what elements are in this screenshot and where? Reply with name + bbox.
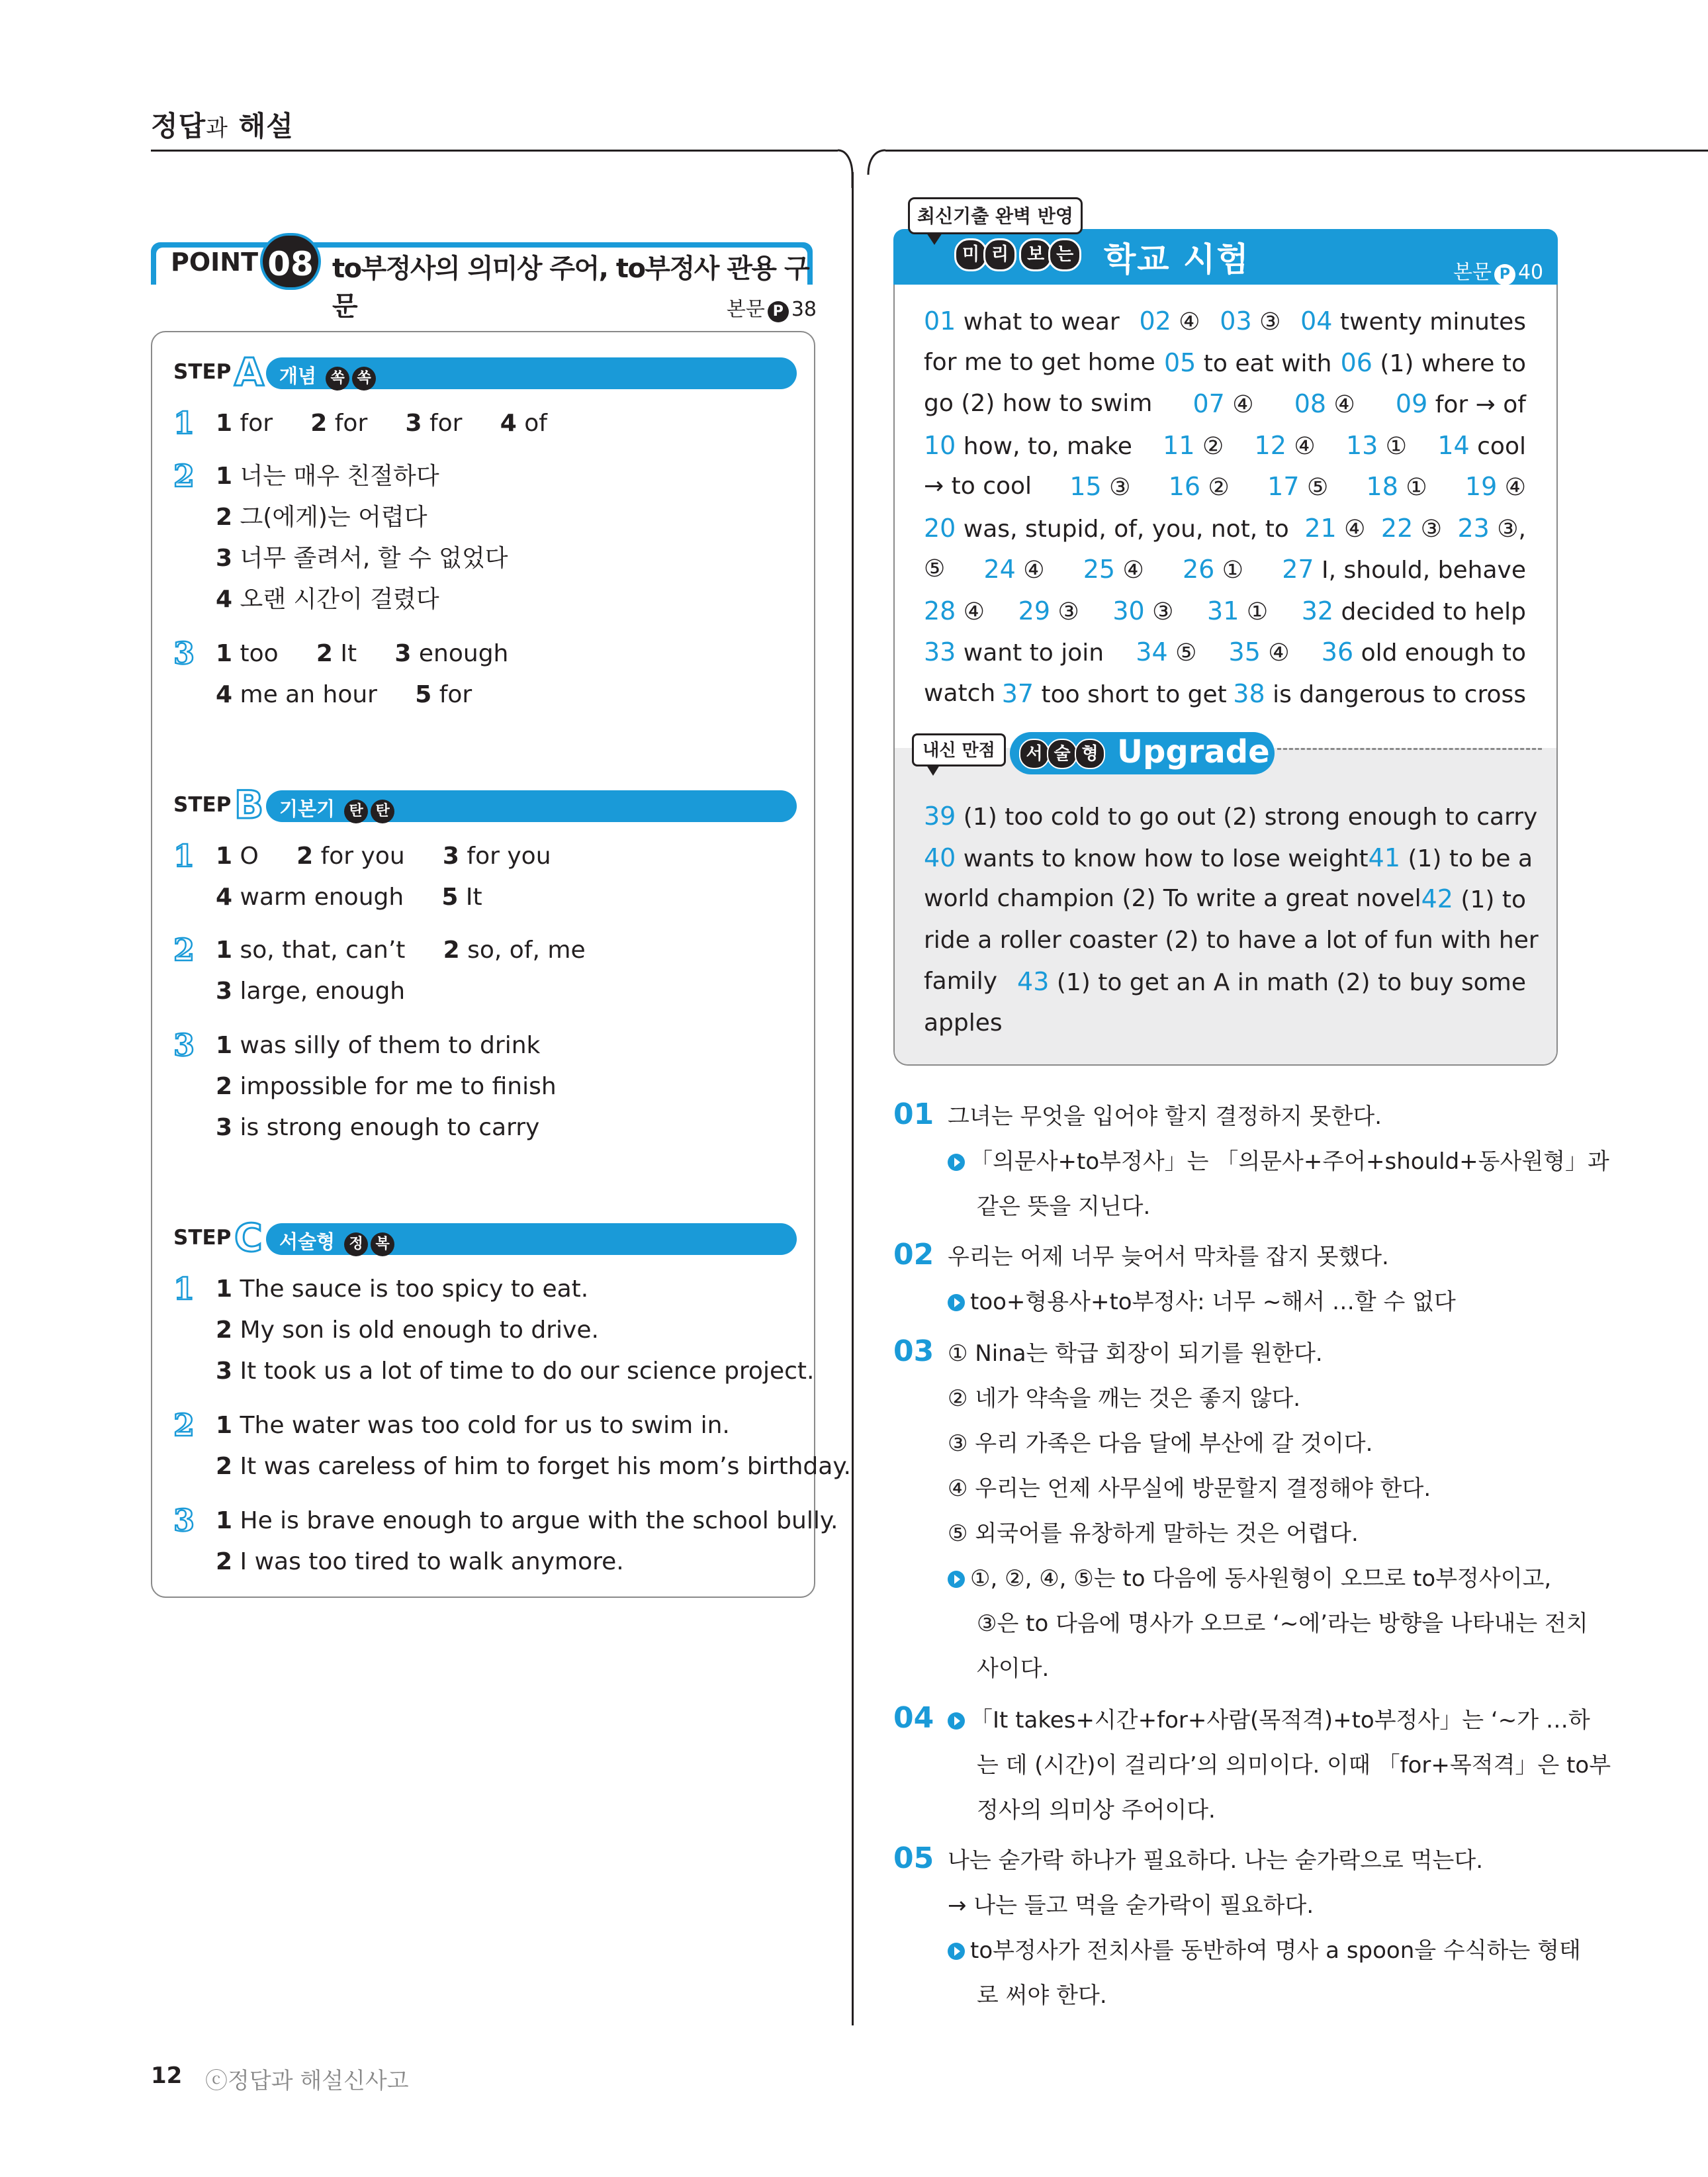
answer-item bbox=[1302, 590, 1526, 633]
answer-number: 02 bbox=[1139, 306, 1171, 336]
page-fold-curve bbox=[821, 148, 887, 188]
answer-text: wants to know how to lose weight bbox=[956, 845, 1369, 872]
answer-number: 23 bbox=[1457, 513, 1490, 543]
point-number-badge: 08 bbox=[260, 233, 321, 290]
answer-item bbox=[1322, 631, 1526, 674]
answer-row bbox=[924, 631, 1526, 674]
answer-number: 05 bbox=[1163, 347, 1196, 377]
answer-text: (1) to bbox=[1453, 886, 1526, 913]
answer-text: twenty minutes bbox=[1332, 308, 1526, 336]
explanation-arrow-icon bbox=[948, 1154, 965, 1171]
answer-row bbox=[924, 466, 1526, 508]
answer-item bbox=[924, 920, 1539, 961]
explanation-arrow-icon bbox=[948, 1712, 965, 1730]
answer-number: 34 bbox=[1136, 637, 1168, 667]
explanation-line: 「It takes+시간+for+사람(목적격)+to부정사」는 ‘~가 …하 bbox=[948, 1698, 1590, 1742]
answer-number: 41 bbox=[1368, 843, 1401, 872]
answer-row bbox=[924, 796, 1538, 838]
answer-line: 3 너무 졸려서, 할 수 없었다 bbox=[216, 545, 508, 572]
answer-number: 33 bbox=[924, 637, 956, 667]
answer-number: 40 bbox=[924, 843, 956, 872]
answer-line: 2 My son is old enough to drive. bbox=[216, 1317, 599, 1344]
answer-line: 2 It was careless of him to forget his mom’s birthday. bbox=[216, 1453, 851, 1480]
question-number: 2 bbox=[173, 932, 195, 968]
answer-item bbox=[983, 549, 1044, 591]
explanation-line: 「의문사+to부정사」는 「의문사+주어+should+동사원형」과 bbox=[948, 1140, 1609, 1183]
answer-text: for me to get home bbox=[924, 348, 1155, 376]
answer-text: ride a roller coaster (2) to have a lot of fun with her bbox=[924, 926, 1539, 954]
answer-item bbox=[1255, 425, 1316, 467]
school-page-reference: 본문 P 40 bbox=[1453, 261, 1544, 284]
answer-line: 2 그(에게)는 어렵다 bbox=[216, 504, 427, 531]
answer-item bbox=[1341, 342, 1526, 385]
answer-item bbox=[1069, 466, 1130, 508]
answer-item bbox=[924, 301, 1120, 343]
explanation-line: ① Nina는 학급 회장이 되기를 원한다. bbox=[948, 1340, 1323, 1367]
answer-item bbox=[924, 837, 1369, 880]
explanation-line: ② 네가 약속을 깨는 것은 좋지 않다. bbox=[948, 1385, 1301, 1412]
answer-text: → to cool bbox=[924, 473, 1032, 500]
explanation-line: 는 데 (시간)이 걸리다’의 의미이다. 이때 「for+목적격」은 to부 bbox=[977, 1752, 1611, 1779]
answer-number: 28 bbox=[924, 596, 956, 625]
answer-item bbox=[1220, 301, 1281, 343]
answer-line: 4 me an hour 5 for bbox=[216, 681, 472, 708]
answer-line: 1 The water was too cold for us to swim in. bbox=[216, 1412, 730, 1439]
answer-row bbox=[924, 590, 1526, 633]
answer-line: 3 is strong enough to carry bbox=[216, 1114, 540, 1141]
answer-number: 16 bbox=[1168, 472, 1201, 501]
header-rule-left bbox=[151, 150, 838, 152]
explanation-number: 04 bbox=[893, 1701, 934, 1735]
answer-text: how, to, make bbox=[956, 432, 1132, 460]
header-rule-right bbox=[885, 150, 1708, 152]
answer-item bbox=[1002, 673, 1227, 716]
step-b-letter: B bbox=[234, 782, 264, 827]
answer-line: 1 too 2 It 3 enough bbox=[216, 640, 509, 667]
answer-text: (1) too cold to go out (2) strong enough to carry bbox=[956, 804, 1538, 831]
answer-number: 01 bbox=[924, 306, 956, 336]
answer-number: 07 bbox=[1192, 389, 1225, 418]
answer-text: ③ bbox=[1413, 515, 1442, 543]
answer-text: I, should, behave bbox=[1314, 557, 1526, 584]
answer-item bbox=[1163, 425, 1224, 467]
answer-text: apples bbox=[924, 1009, 1003, 1037]
answer-item bbox=[1421, 878, 1526, 921]
answer-number: 29 bbox=[1018, 596, 1051, 625]
answer-row bbox=[924, 425, 1526, 467]
answer-item bbox=[1112, 590, 1173, 633]
answer-text: ⑤ bbox=[1167, 639, 1197, 667]
answer-text: (1) to get an A in math (2) to buy some bbox=[1049, 969, 1526, 996]
answer-number: 42 bbox=[1421, 884, 1453, 913]
answer-number: 06 bbox=[1340, 347, 1372, 377]
explanation-line: → 나는 들고 먹을 숟가락이 필요하다. bbox=[948, 1892, 1314, 1919]
answer-text: ① bbox=[1214, 557, 1244, 584]
explanation-line: 같은 뜻을 지닌다. bbox=[977, 1193, 1151, 1220]
answer-item bbox=[924, 673, 995, 716]
answer-number: 13 bbox=[1345, 430, 1378, 460]
answer-line: 3 large, enough bbox=[216, 978, 406, 1005]
school-test-tag: 최신기출 완벽 반영 bbox=[908, 197, 1083, 234]
answer-text: ④ bbox=[1015, 557, 1045, 584]
answer-number: 35 bbox=[1228, 637, 1261, 667]
answer-number: 31 bbox=[1207, 596, 1239, 625]
answer-text: ④ bbox=[1224, 391, 1254, 418]
answer-text: ④ bbox=[1336, 515, 1366, 543]
school-test-title: 학교 시험 bbox=[1104, 240, 1250, 279]
answer-text: ③ bbox=[1101, 474, 1131, 501]
answer-line: 3 It took us a lot of time to do our science project. bbox=[216, 1358, 815, 1385]
explanation-number: 03 bbox=[893, 1334, 934, 1368]
answer-text: ② bbox=[1200, 474, 1230, 501]
answer-item bbox=[1294, 383, 1355, 426]
explanation-line: 정사의 의미상 주어이다. bbox=[977, 1797, 1216, 1824]
answer-text: for → of bbox=[1427, 391, 1526, 418]
answer-number: 15 bbox=[1069, 472, 1102, 501]
answer-number: 25 bbox=[1083, 555, 1116, 584]
answer-number: 09 bbox=[1395, 389, 1428, 418]
column-divider bbox=[852, 172, 854, 2025]
answer-text: ④ bbox=[1497, 474, 1526, 501]
answer-text: ③ bbox=[1251, 308, 1281, 336]
answer-text: ③, bbox=[1489, 515, 1526, 543]
answer-text: what to wear bbox=[956, 308, 1120, 336]
explanation-line: 그녀는 무엇을 입어야 할지 결정하지 못한다. bbox=[948, 1103, 1382, 1130]
answer-item bbox=[924, 961, 997, 1003]
answer-item bbox=[924, 1003, 1003, 1044]
answer-number: 10 bbox=[924, 430, 956, 460]
upgrade-title: Upgrade bbox=[1117, 733, 1270, 770]
explanation-number: 05 bbox=[893, 1841, 934, 1875]
answer-line: 1 The sauce is too spicy to eat. bbox=[216, 1275, 589, 1303]
answer-item bbox=[924, 796, 1537, 838]
answer-row bbox=[924, 508, 1526, 550]
answer-item bbox=[1304, 508, 1365, 550]
answer-line: 1 He is brave enough to argue with the school bully. bbox=[216, 1507, 838, 1534]
answer-item bbox=[1136, 631, 1196, 674]
answer-item bbox=[1017, 961, 1526, 1003]
answer-item bbox=[1018, 590, 1079, 633]
answer-item bbox=[1267, 466, 1328, 508]
answer-item bbox=[1183, 549, 1243, 591]
explanation-line: ①, ②, ④, ⑤는 to 다음에 동사원형이 오므로 to부정사이고, bbox=[948, 1557, 1551, 1600]
answer-number: 37 bbox=[1001, 678, 1034, 708]
explanation-line: 우리는 어제 너무 늦어서 막차를 잡지 못했다. bbox=[948, 1244, 1389, 1270]
answer-number: 32 bbox=[1301, 596, 1334, 625]
answer-text: want to join bbox=[956, 639, 1104, 667]
explanation-arrow-icon bbox=[948, 1571, 965, 1588]
answer-item bbox=[1437, 425, 1526, 467]
question-number: 3 bbox=[173, 1027, 195, 1063]
answer-number: 20 bbox=[924, 513, 956, 543]
explanation-line: 사이다. bbox=[977, 1655, 1050, 1682]
question-number: 3 bbox=[173, 1503, 195, 1538]
point-page-reference: 본문 P 38 bbox=[726, 298, 817, 321]
page-p-icon: P bbox=[768, 301, 789, 322]
explanation-line: ④ 우리는 언제 사무실에 방문할지 결정해야 한다. bbox=[948, 1475, 1431, 1502]
answer-item bbox=[924, 466, 1032, 508]
answer-item bbox=[924, 631, 1104, 674]
answer-item bbox=[1139, 301, 1200, 343]
answer-text: is dangerous to cross bbox=[1265, 680, 1526, 708]
answer-item bbox=[1300, 301, 1526, 343]
answer-text: ① bbox=[1239, 598, 1269, 625]
answer-row bbox=[924, 673, 1526, 716]
answer-number: 43 bbox=[1017, 967, 1050, 996]
page-p-icon: P bbox=[1494, 264, 1515, 285]
explanation-line: too+형용사+to부정사: 너무 ~해서 …할 수 없다 bbox=[948, 1280, 1456, 1324]
answer-number: 21 bbox=[1304, 513, 1337, 543]
answer-item bbox=[1207, 590, 1268, 633]
answer-number: 27 bbox=[1282, 555, 1314, 584]
answer-text: world champion (2) To write a great novel bbox=[924, 885, 1421, 912]
answer-row bbox=[924, 301, 1526, 343]
answer-number: 24 bbox=[983, 555, 1016, 584]
answer-text: too short to get bbox=[1034, 680, 1227, 708]
answer-item bbox=[924, 425, 1132, 467]
explanation-line: 로 써야 한다. bbox=[977, 1982, 1107, 2009]
question-number: 2 bbox=[173, 1407, 195, 1443]
answer-number: 08 bbox=[1294, 389, 1327, 418]
answer-item bbox=[924, 508, 1289, 550]
footer-text: ⓒ정답과 해설신사고 bbox=[205, 2068, 409, 2094]
point-title: to부정사의 의미상 주어, to부정사 관용 구문 bbox=[332, 254, 809, 322]
answer-number: 12 bbox=[1254, 430, 1286, 460]
answer-item bbox=[1229, 631, 1290, 674]
answer-row bbox=[924, 837, 1533, 880]
explanation-number: 01 bbox=[893, 1097, 934, 1131]
upgrade-tag: 내신 만점 bbox=[912, 733, 1006, 766]
answer-item bbox=[1369, 837, 1533, 880]
explanation-number: 02 bbox=[893, 1238, 934, 1272]
answer-number: 36 bbox=[1321, 637, 1354, 667]
answer-item bbox=[924, 590, 985, 633]
answer-number: 14 bbox=[1437, 430, 1470, 460]
answer-number: 03 bbox=[1220, 306, 1252, 336]
answer-item bbox=[1367, 466, 1427, 508]
answer-row bbox=[924, 878, 1526, 921]
answer-text: ④ bbox=[1171, 308, 1200, 336]
explanation-line: 나는 숟가락 하나가 필요하다. 나는 숟가락으로 먹는다. bbox=[948, 1847, 1484, 1874]
answer-number: 22 bbox=[1380, 513, 1414, 543]
answer-text: watch bbox=[924, 679, 996, 707]
explanation-line: ③ 우리 가족은 다음 달에 부산에 갈 것이다. bbox=[948, 1430, 1373, 1457]
answer-item bbox=[924, 878, 1421, 921]
answer-item bbox=[1457, 508, 1526, 550]
answer-text: to eat with bbox=[1196, 349, 1332, 377]
answer-line: 1 O 2 for you 3 for you bbox=[216, 843, 551, 870]
answer-text: decided to help bbox=[1333, 598, 1526, 625]
answer-item bbox=[1282, 549, 1526, 591]
answer-text: was, stupid, of, you, not, to bbox=[956, 515, 1289, 543]
answer-text: ③ bbox=[1050, 598, 1079, 625]
answer-row bbox=[924, 1003, 1526, 1044]
answer-text: (1) to be a bbox=[1400, 845, 1533, 872]
question-number: 1 bbox=[173, 1271, 195, 1307]
answer-text: ② bbox=[1194, 432, 1224, 460]
answer-number: 38 bbox=[1233, 678, 1265, 708]
answer-item bbox=[1169, 466, 1230, 508]
question-number: 2 bbox=[173, 458, 195, 494]
answer-item bbox=[1465, 466, 1526, 508]
question-number: 1 bbox=[173, 838, 195, 874]
answer-number: 26 bbox=[1182, 555, 1215, 584]
answer-text: (1) where to bbox=[1372, 349, 1526, 377]
answer-text: ⑤ bbox=[924, 555, 946, 582]
answer-item bbox=[1233, 673, 1526, 716]
answer-text: ③ bbox=[1144, 598, 1174, 625]
answer-text: old enough to bbox=[1353, 639, 1526, 667]
explanation-arrow-icon bbox=[948, 1943, 965, 1960]
answer-line: 4 warm enough 5 It bbox=[216, 884, 482, 911]
banner-dot-letters: 미 리 보 는 bbox=[954, 238, 1077, 271]
explanation-line: ③은 to 다음에 명사가 오므로 ‘~에’라는 방향을 나타내는 전치 bbox=[977, 1610, 1588, 1637]
answer-text: ④ bbox=[956, 598, 985, 625]
answer-number: 17 bbox=[1267, 472, 1300, 501]
explanation-line: ⑤ 외국어를 유창하게 말하는 것은 어렵다. bbox=[948, 1520, 1359, 1547]
answer-item bbox=[924, 549, 945, 591]
answer-text: ⑤ bbox=[1299, 474, 1329, 501]
answer-item bbox=[1083, 549, 1144, 591]
answer-row bbox=[924, 383, 1526, 426]
answer-line: 1 was silly of them to drink bbox=[216, 1032, 541, 1059]
answer-row bbox=[924, 961, 1526, 1003]
upgrade-dashed-rule bbox=[1277, 748, 1542, 750]
step-a-letter: A bbox=[234, 349, 264, 394]
upgrade-dot-letters: 서 술 형 bbox=[1019, 739, 1102, 769]
explanation-line: to부정사가 전치사를 동반하여 명사 a spoon을 수식하는 형태 bbox=[948, 1929, 1581, 1972]
answer-item bbox=[924, 342, 1155, 385]
step-c-letter: C bbox=[234, 1215, 263, 1260]
answer-line: 1 for 2 for 3 for 4 of bbox=[216, 410, 547, 437]
answer-line: 1 so, that, can’t 2 so, of, me bbox=[216, 937, 586, 964]
answer-item bbox=[924, 383, 1152, 426]
answer-item bbox=[1396, 383, 1526, 426]
answer-text: ④ bbox=[1326, 391, 1355, 418]
answer-text: ① bbox=[1378, 432, 1408, 460]
answer-text: ④ bbox=[1115, 557, 1144, 584]
answer-line: 2 I was too tired to walk anymore. bbox=[216, 1548, 624, 1575]
answer-text: cool bbox=[1469, 432, 1526, 460]
answer-item bbox=[1164, 342, 1332, 385]
page-number: 12 bbox=[151, 2062, 183, 2089]
answer-row bbox=[924, 549, 1526, 591]
page-header-title: 정답과 해설 bbox=[151, 110, 294, 142]
answer-line: 2 impossible for me to finish bbox=[216, 1073, 557, 1100]
answer-number: 11 bbox=[1163, 430, 1195, 460]
answer-text: ④ bbox=[1260, 639, 1290, 667]
answer-text: ① bbox=[1398, 474, 1427, 501]
answer-number: 19 bbox=[1464, 472, 1498, 501]
answer-row bbox=[924, 342, 1526, 385]
answer-row bbox=[924, 920, 1539, 961]
answer-number: 30 bbox=[1112, 596, 1145, 625]
answer-item bbox=[1381, 508, 1442, 550]
answer-item bbox=[1346, 425, 1407, 467]
explanation-arrow-icon bbox=[948, 1294, 965, 1311]
answer-text: go (2) how to swim bbox=[924, 390, 1153, 417]
point-label: POINT bbox=[171, 248, 259, 277]
answer-number: 18 bbox=[1366, 472, 1398, 501]
answer-line: 1 너는 매우 친절하다 bbox=[216, 463, 439, 490]
answer-item bbox=[1192, 383, 1253, 426]
answer-text: family bbox=[924, 968, 998, 995]
answer-number: 39 bbox=[924, 802, 956, 831]
question-number: 1 bbox=[173, 405, 195, 441]
question-number: 3 bbox=[173, 635, 195, 671]
answer-number: 04 bbox=[1300, 306, 1333, 336]
answer-line: 4 오랜 시간이 걸렸다 bbox=[216, 586, 439, 613]
answer-text: ④ bbox=[1286, 432, 1316, 460]
